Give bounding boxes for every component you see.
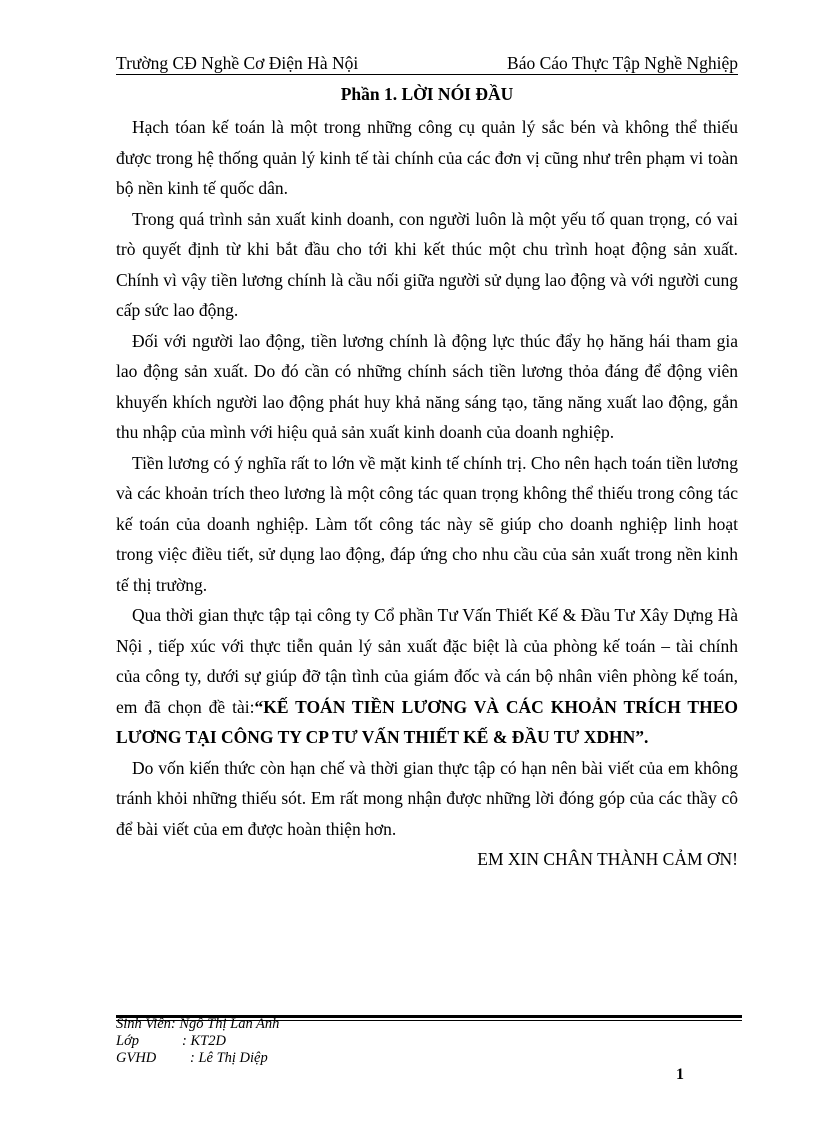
paragraph-5 — [116, 600, 738, 753]
footer-class-value: : KT2D — [182, 1033, 226, 1049]
paragraph-3: Đối với người lao động, tiền lương chính là động lực thúc đẩy họ hăng hái tham gia lao động sản xuất. Do đó cần có những chính sách tiền lương thỏa đáng để động viên khuyến khích người lao động phát huy khả năng sáng tạo, tăng năng xuất lao động, gắn thu nhập của mình với hiệu quả sản xuất kinh doanh của doanh nghiệp. — [116, 330, 738, 442]
header-report-title: Báo Cáo Thực Tập Nghề Nghiệp — [507, 53, 738, 73]
page-number: 1 — [676, 1066, 684, 1083]
footer-student-name: Ngô Thị Lan Anh — [179, 1016, 280, 1032]
header-school-name: Trường CĐ Nghề Cơ Điện Hà Nội — [116, 53, 359, 73]
footer-student-label: Sinh Viên: — [116, 1016, 176, 1032]
footer-class-row — [116, 1033, 279, 1050]
paragraph-2: Trong quá trình sản xuất kinh doanh, con người luôn là một yếu tố quan trọng, có vai trò quyết định từ khi bắt đầu cho tới khi kết thúc một chu trình hoạt động sản xuất. Chính vì vậy tiền lương chính là cầu nối giữa người sử dụng lao động và với người cung cấp sức lao động. — [116, 208, 738, 320]
footer-student-row — [116, 1016, 279, 1033]
footer-advisor-row — [116, 1050, 279, 1067]
paragraph-1: Hạch tóan kế toán là một trong những công cụ quản lý sắc bén và không thể thiếu được trong hệ thống quản lý kinh tế tài chính của các đơn vị cũng như trên phạm vi toàn bộ nền kinh tế quốc dân. — [116, 117, 738, 198]
section-title: Phần 1. LỜI NÓI ĐẦU — [340, 84, 514, 104]
page-footer — [116, 1016, 279, 1067]
paragraph-6: Do vốn kiến thức còn hạn chế và thời gian thực tập có hạn nên bài viết của em không tránh khỏi những thiếu sót. Em rất mong nhận được những lời đóng góp của các thầy cô để bài viết của em được hoàn thiện hơn. — [116, 757, 738, 839]
footer-advisor-value: : Lê Thị Diệp — [190, 1050, 268, 1066]
closing-thanks: EM XIN CHÂN THÀNH CẢM ƠN! — [477, 849, 738, 869]
thesis-topic: “KẾ TOÁN TIỀN LƯƠNG VÀ CÁC KHOẢN TRÍCH THEO LƯƠNG TẠI CÔNG TY CP TƯ VẤN THIẾT KẾ & ĐẦU TƯ XDHN”. — [116, 696, 738, 747]
footer-class-label: Lớp — [116, 1033, 140, 1049]
page-header — [116, 52, 738, 75]
document-body — [116, 112, 738, 875]
footer-advisor-label: GVHD — [116, 1050, 157, 1066]
paragraph-4: Tiền lương có ý nghĩa rất to lớn về mặt kinh tế chính trị. Cho nên hạch toán tiền lương và các khoản trích theo lương là một công tác quan trọng không thể thiếu trong công tác kế toán của doanh nghiệp. Làm tốt công tác này sẽ giúp cho doanh nghiệp linh hoạt trong việc điều tiết, sử dụng lao động, đáp ứng cho nhu cầu của sản xuất trong nền kinh tế thị trường. — [116, 452, 738, 595]
paragraph-5-text: Qua thời gian thực tập tại công ty Cổ phần Tư Vấn Thiết Kế & Đầu Tư Xây Dựng Hà Nội , tiếp xúc với thực tiễn quản lý sản xuất đặc biệt là của phòng kế toán – tài chính của công ty, dưới sự giúp đỡ tận tình của giám đốc và cán bộ nhân viên phòng kế toán, em đã chọn đề tài: — [116, 605, 738, 717]
